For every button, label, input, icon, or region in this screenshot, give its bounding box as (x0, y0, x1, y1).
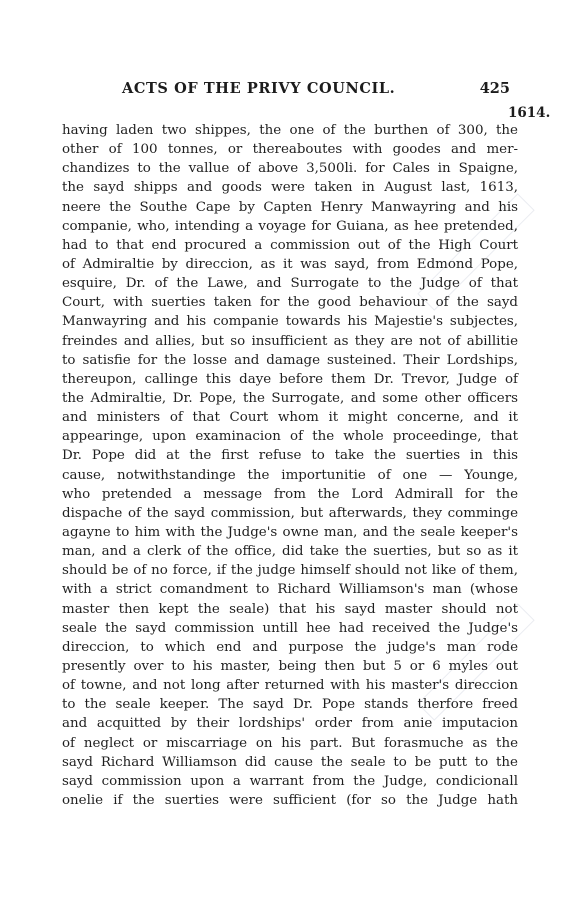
text-line: cause, notwithstandinge the importunitie of one — Younge, (62, 467, 518, 483)
text-line: onelie if the suerties were sufficient (for so the Judge hath (62, 792, 518, 808)
text-line: with a strict comandment to Richard Williamson's man (whose (62, 582, 518, 598)
text-line: Manwayring and his companie towards his Majestie's subjectes, (62, 314, 518, 330)
text-line: neere the Southe Cape by Capten Henry Manwayring and his (62, 199, 518, 215)
text-line: thereupon, callinge this daye before them Dr. Trevor, Judge of (62, 371, 518, 387)
text-line: of neglect or miscarriage on his part. But forasmuche as the (62, 735, 518, 751)
text-line: of towne, and not long after returned with his master's direccion (62, 678, 518, 694)
text-line: sayd Richard Williamson did cause the seale to be putt to the (62, 754, 518, 770)
text-line: man, and a clerk of the office, did take the suerties, but so as it (62, 544, 518, 560)
text-line: sayd commission upon a warrant from the Judge, condicionall (62, 773, 518, 789)
page-number: 425 (479, 80, 510, 97)
margin-year-note: 1614. (508, 105, 551, 121)
text-line: should be of no force, if the judge himself should not like of them, (62, 563, 518, 579)
text-line: who pretended a message from the Lord Admirall for the (62, 486, 518, 502)
text-line: presently over to his master, being then but 5 or 6 myles out (62, 658, 518, 674)
text-line: Dr. Pope did at the first refuse to take the suerties in this (62, 448, 518, 464)
text-line: appearinge, upon examinacion of the whole proceedinge, that (62, 429, 518, 445)
text-line: freindes and allies, but so insufficient as they are not of abillitie (62, 333, 518, 349)
running-title: ACTS OF THE PRIVY COUNCIL. (122, 80, 396, 97)
text-line: dispache of the sayd commission, but afterwards, they comminge (62, 505, 518, 521)
text-line: master then kept the seale) that his sayd master should not (62, 601, 518, 617)
text-line: companie, who, intending a voyage for Guiana, as hee pretended, (62, 218, 518, 234)
text-line: and acquitted by their lordships' order from anie imputacion (62, 716, 518, 732)
text-line: Court, with suerties taken for the good behaviour of the sayd (62, 295, 518, 311)
body-text (62, 121, 518, 810)
text-line: agayne to him with the Judge's owne man, and the seale keeper's (62, 524, 518, 540)
text-line: the sayd shipps and goods were taken in August last, 1613, (62, 180, 518, 196)
text-line: other of 100 tonnes, or thereaboutes with goodes and mer- (62, 142, 518, 158)
text-line: to the seale keeper. The sayd Dr. Pope stands therfore freed (62, 697, 518, 713)
text-line: the Admiraltie, Dr. Pope, the Surrogate, and some other officers (62, 390, 518, 406)
text-line: had to that end procured a commission out of the High Court (62, 237, 518, 253)
text-line: having laden two shippes, the one of the burthen of 300, the (62, 123, 518, 138)
text-line: of Admiraltie by direccion, as it was sayd, from Edmond Pope, (62, 256, 518, 272)
text-line: seale the sayd commission untill hee had received the Judge's (62, 620, 518, 636)
text-line: to satisfie for the losse and damage susteined. Their Lordships, (62, 352, 518, 368)
running-header (60, 80, 510, 104)
text-line: chandizes to the vallue of above 3,500li. for Cales in Spaigne, (62, 161, 518, 177)
text-line: and ministers of that Court whom it might concerne, and it (62, 410, 518, 426)
text-line: direccion, to which end and purpose the judge's man rode (62, 639, 518, 655)
text-line: esquire, Dr. of the Lawe, and Surrogate to the Judge of that (62, 276, 518, 292)
